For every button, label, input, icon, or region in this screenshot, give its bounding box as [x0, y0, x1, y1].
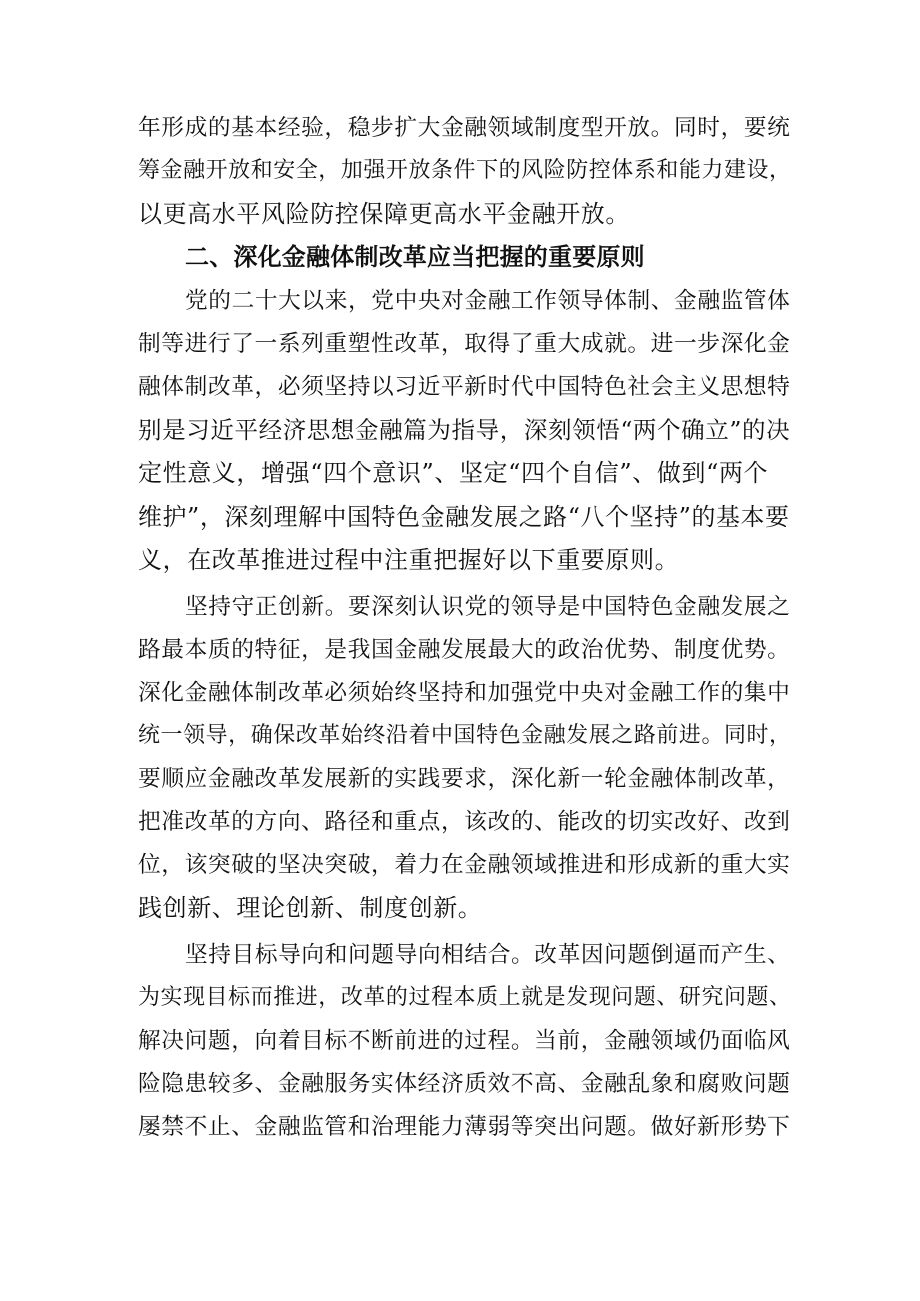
paragraph-line: 位，该突破的坚决突破，着力在金融领域推进和形成新的重大实 — [138, 852, 791, 878]
paragraph-line: 把准改革的方向、路径和重点，该改的、能改的切实改好、改到 — [138, 809, 791, 835]
paragraph-line: 路最本质的特征，是我国金融发展最大的政治优势、制度优势。 — [138, 637, 791, 663]
paragraph-line: 以更高水平风险防控保障更高水平金融开放。 — [138, 200, 630, 228]
paragraph-line: 制等进行了一系列重塑性改革，取得了重大成就。进一步深化金 — [138, 331, 791, 357]
paragraph-line: 践创新、理论创新、制度创新。 — [138, 894, 483, 922]
section-heading: 二、深化金融体制改革应当把握的重要原则 — [185, 243, 645, 271]
paragraph-line: 深化金融体制改革必须始终坚持和加强党中央对金融工作的集中 — [138, 680, 791, 706]
paragraph-line: 义，在改革推进过程中注重把握好以下重要原则。 — [138, 546, 680, 574]
paragraph-line: 坚持守正创新。要深刻认识党的领导是中国特色金融发展之 — [185, 594, 791, 620]
paragraph-line: 别是习近平经济思想金融篇为指导，深刻领悟“两个确立”的决 — [138, 416, 791, 444]
paragraph-line: 屡禁不止、金融监管和治理能力薄弱等突出问题。做好新形势下 — [138, 1114, 791, 1140]
paragraph-line: 筹金融开放和安全，加强开放条件下的风险防控体系和能力建设， — [138, 158, 792, 183]
paragraph-line: 维护”，深刻理解中国特色金融发展之路“八个坚持”的基本要 — [138, 503, 790, 531]
paragraph-line: 年形成的基本经验，稳步扩大金融领域制度型开放。同时，要统 — [138, 115, 791, 141]
paragraph-line: 为实现目标而推进，改革的过程本质上就是发现问题、研究问题、 — [138, 985, 792, 1010]
paragraph-line: 要顺应金融改革发展新的实践要求，深化新一轮金融体制改革， — [138, 766, 791, 792]
paragraph-line: 解决问题，向着目标不断前进的过程。当前，金融领域仍面临风 — [138, 1028, 791, 1054]
paragraph-line: 定性意义，增强“四个意识”、坚定“四个自信”、做到“两个 — [138, 459, 769, 487]
paragraph-line: 险隐患较多、金融服务实体经济质效不高、金融乱象和腐败问题 — [138, 1071, 791, 1097]
paragraph-line: 党的二十大以来，党中央对金融工作领导体制、金融监管体 — [185, 288, 791, 314]
paragraph-line: 融体制改革，必须坚持以习近平新时代中国特色社会主义思想特 — [138, 374, 791, 400]
paragraph-line: 坚持目标导向和问题导向相结合。改革因问题倒逼而产生、 — [185, 942, 791, 968]
paragraph-line: 统一领导，确保改革始终沿着中国特色金融发展之路前进。同时， — [138, 723, 792, 748]
